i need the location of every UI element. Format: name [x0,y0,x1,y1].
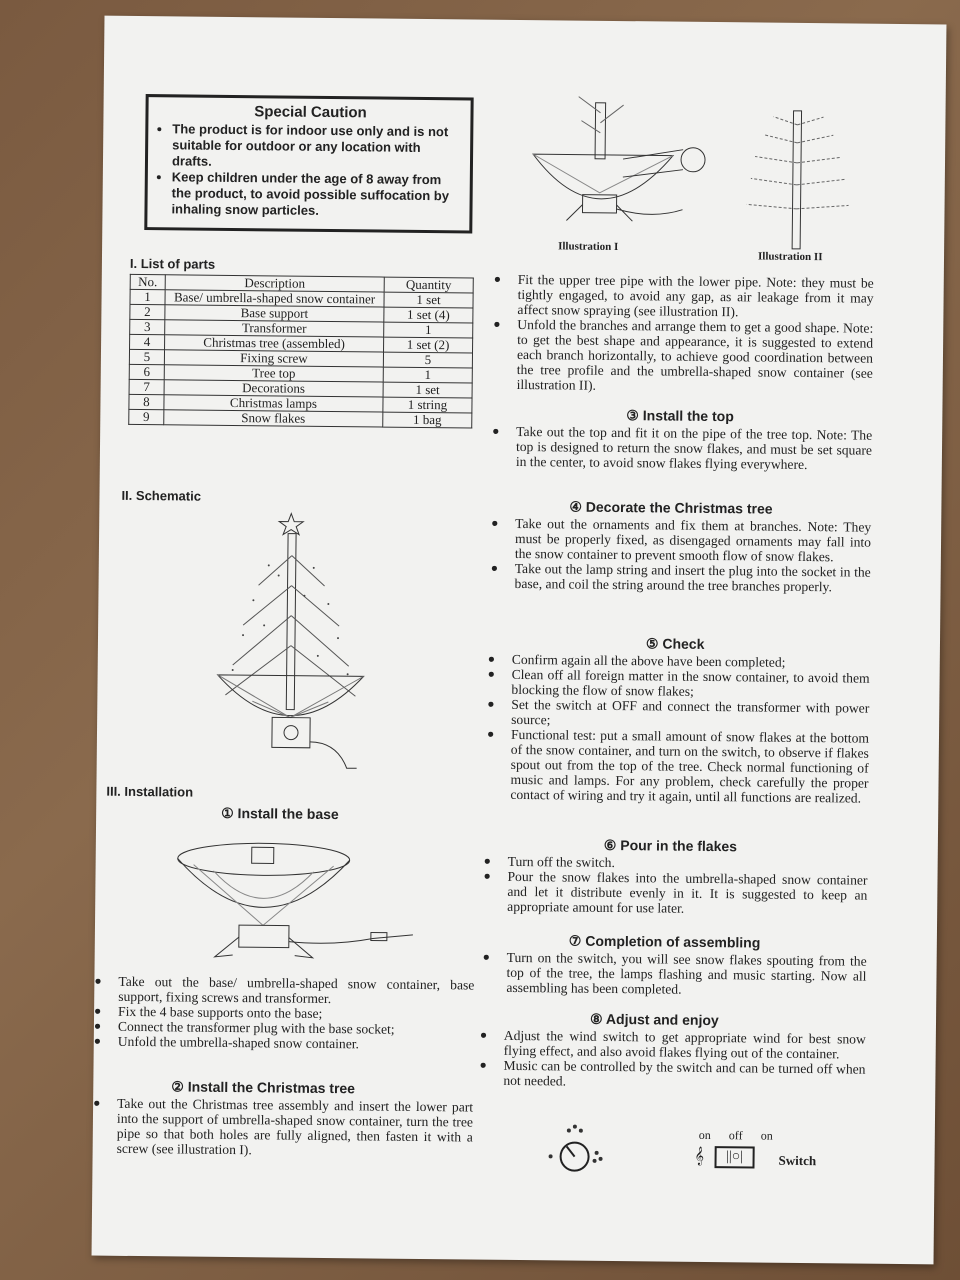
installation-heading: III. Installation [106,783,194,800]
switch-on-label: on [698,1127,711,1143]
step-title: ⑤ Check [645,635,705,652]
step6-list [483,854,868,918]
step-title: ① Install the base [221,804,339,823]
list-item: ● Turn on the switch, you will see snow flakes spouting from the top of the tree, the lamps flashing and music starting. Now all assembling has been completed. [482,950,866,999]
cell-no: 8 [129,394,164,409]
cell-quantity: 1 [383,367,472,383]
cell-no: 4 [130,334,165,349]
cell-description: Transformer [165,320,384,337]
parts-heading: I. List of parts [129,255,216,272]
list-item: ● Take out the lamp string and insert the plug into the socket in the base, and coil the string around the tree branches properly. [491,561,871,595]
step8-list [479,1028,866,1092]
step3-list [492,424,872,473]
cell-description: Decorations [164,380,383,397]
list-item: ● Clean off all foreign matter in the snow container, to avoid them blocking the flow of snow flakes; [487,667,869,701]
power-switch: ||○| [714,1146,754,1168]
cell-description: Base/ umbrella-shaped snow container [165,290,384,307]
cell-description: Christmas tree (assembled) [165,335,384,352]
list-item: ● Take out the top and fit it on the pipe of the tree top. Note: The top is designed to return the snow flakes, and must be set square in the center, to avoid snow flakes flying everywhere. [492,424,872,473]
list-item: ● Connect the transformer plug with the base socket; [94,1019,474,1038]
step5-list [486,652,870,806]
parts-table [128,274,474,429]
list-item: ● Fit the upper tree pipe with the lower pipe. Note: they must be tightly engaged, to avoid any gap, as air leakage from it may affect snow spraying (see illustration II). [493,272,873,321]
music-note-icon: 𝄞 [694,1147,705,1165]
step-title: ② Install the Christmas tree [171,1078,356,1097]
cell-no: 7 [129,379,164,394]
step2-list [93,1096,474,1160]
cell-quantity: 1 string [383,397,472,413]
step-title: ③ Install the top [626,407,734,425]
cell-no: 1 [130,289,165,304]
cell-no: 5 [129,349,164,364]
step-title: ④ Decorate the Christmas tree [569,498,773,517]
cell-quantity: 5 [383,352,472,368]
schematic-tree-illustration [197,505,400,777]
cell-quantity: 1 set (4) [384,307,473,323]
step4-list [491,516,872,595]
illustration-one-caption: Illustration I [558,240,619,254]
cell-description: Snow flakes [164,410,383,427]
list-item: ● Adjust the wind switch to get appropriate wind for best snow flying effect, and also avoid flakes flying out of the container. [480,1028,866,1062]
list-item: ● Fix the 4 base supports onto the base; [94,1004,474,1023]
cell-quantity: 1 set [383,382,472,398]
illustration-two-caption: Illustration II [757,250,823,264]
list-item: ● Take out the Christmas tree assembly and insert the lower part into the support of umbrella-shaped snow container, turn the tree pipe so that both holes are fully aligned, then fasten it with a screw (see illustration I). [93,1096,474,1160]
special-caution-box [144,94,473,233]
column-header: Description [165,275,384,292]
cell-no: 9 [129,409,164,424]
step-title: ⑧ Adjust and enjoy [589,1010,719,1029]
step7-list [482,950,866,999]
step2-continued-list [493,272,874,396]
cell-no: 6 [129,364,164,379]
list-item: ● Unfold the umbrella-shaped snow container. [94,1034,474,1053]
cell-description: Tree top [164,365,383,382]
caution-item: • Keep children under the age of 8 away from the product, to avoid possible suffocation by inhaling snow particles. [171,169,461,220]
cell-quantity: 1 [384,322,473,338]
illustration-one-figure [522,92,714,244]
cell-no: 2 [130,304,165,319]
step1-list [94,974,475,1053]
list-item: ● Unfold the branches and arrange them to get a good shape. Note: to get the best shape and appearance, it is suggested to extend each branch horizontally, to achieve good coordination between the tree profile and the umbrella-shaped snow container (see illustration II). [493,317,874,396]
cell-description: Base support [165,305,384,322]
list-item: ● Functional test: put a small amount of snow flakes at the bottom of the snow container, and turn on the switch, to observe if flakes spout out from the top of the tree. Check normal functioning of music and lamps. For any problem, check carefully the proper contact of wiring and try it again, until all functions are realized. [486,727,869,806]
switch-on-label: on [760,1128,773,1143]
cell-quantity: 1 set [384,292,473,308]
base-illustration [173,824,434,967]
cell-quantity: 1 bag [383,412,472,428]
cell-description: Fixing screw [164,350,383,367]
wind-dial-icon [538,1120,619,1181]
step-title: ⑦ Completion of assembling [568,932,761,951]
list-item: ● Confirm again all the above have been completed; [488,652,870,671]
table-row [129,409,472,428]
list-item: ● Pour the snow flakes into the umbrella-shaped snow container and let it distribute evenly in it. It is suggested to keep an appropriate amount for use later. [483,869,867,918]
caution-title: Special Caution [254,103,367,122]
cell-quantity: 1 set (2) [384,337,473,353]
switch-label: Switch [778,1152,817,1169]
cell-description: Christmas lamps [164,395,383,412]
list-item: ● Turn off the switch. [484,854,868,873]
list-item: ● Take out the ornaments and fix them at branches. Note: They must be properly fixed, as disengaged ornaments may fall into the snow container to prevent smooth flow of snow flakes. [491,516,871,565]
list-item: ● Set the switch at OFF and connect the transformer with power source; [487,697,869,731]
switch-off-label: off [728,1128,743,1143]
instruction-sheet [92,16,947,1265]
column-header: Quantity [384,277,473,293]
step-title: ⑥ Pour in the flakes [603,836,738,855]
illustration-two-figure [742,104,854,255]
list-item: ● Take out the base/ umbrella-shaped snow container, base support, fixing screws and transformer. [94,974,474,1008]
schematic-heading: II. Schematic [121,487,202,504]
caution-item: • The product is for indoor use only and is not suitable for outdoor or any location with drafts. [172,121,462,172]
cell-no: 3 [130,319,165,334]
column-header: No. [130,274,165,289]
list-item: ● Music can be controlled by the switch and can be turned off when not needed. [479,1058,865,1092]
